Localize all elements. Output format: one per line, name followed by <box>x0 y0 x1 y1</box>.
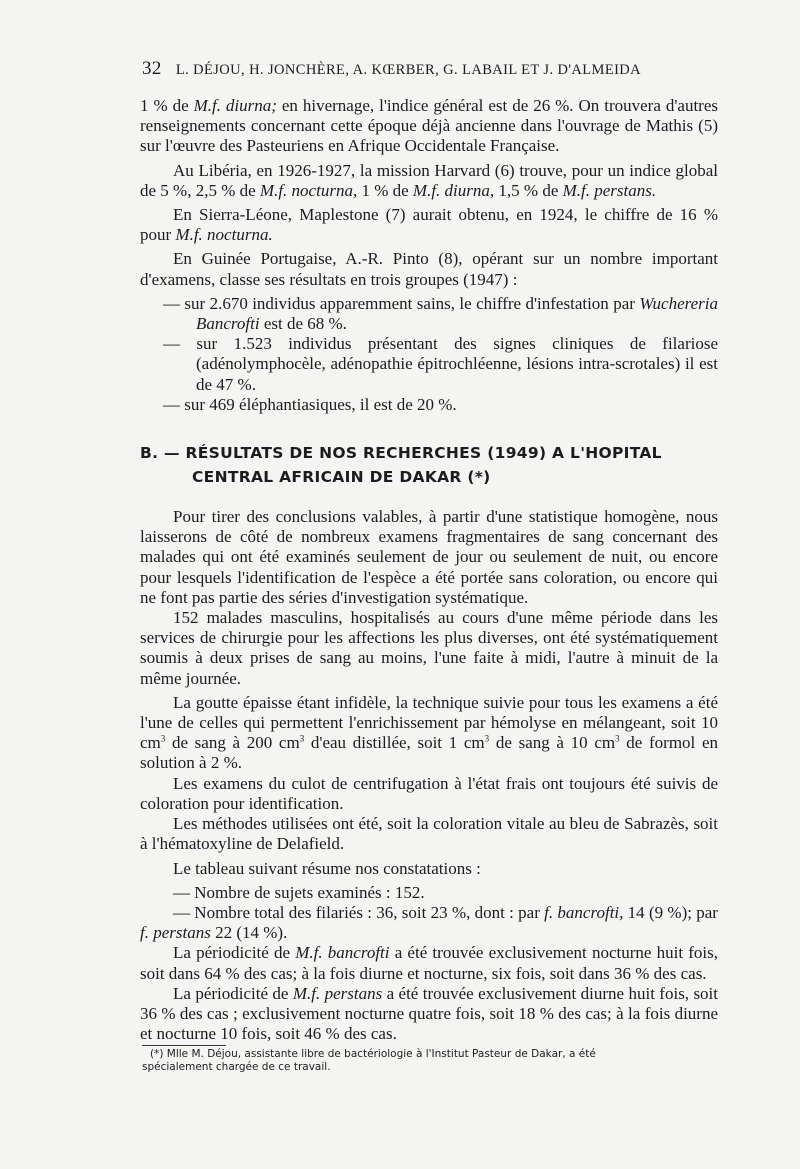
paragraph: — Nombre de sujets examinés : 152. <box>173 882 425 902</box>
list-item: — sur 2.670 individus apparemment sains, le chiffre d'infestation par Wuchereria Bancrofti est de 68 %. <box>163 293 718 334</box>
paragraph: Pour tirer des conclusions valables, à partir d'une statistique homogène, nous laisserons de côté de nombreux examens fragmentaires de sang concernant des malades qui ont été examinés seulement de jour ou seulement de nuit, ou encore pour lesquels l'identification de l'espèce a été portée sans coloration, ou encore qui ne font pas partie des séries d'investigation systématique. <box>140 507 718 607</box>
paragraph: Les méthodes utilisées ont été, soit la coloration vitale au bleu de Sabrazès, soit à l'hématoxyline de Delafield. <box>140 814 718 854</box>
paragraph: Au Libéria, en 1926-1927, la mission Harvard (6) trouve, pour un indice global de 5 %, 2,5 % de M.f. nocturna, 1 % de M.f. diurna, 1,5 % de M.f. perstans. <box>140 160 718 200</box>
footnote: (*) Mlle M. Déjou, assistante libre de bactériologie à l'Institut Pasteur de Dakar, a été spécialement chargée de ce travail. <box>142 1048 596 1073</box>
footnote-rule <box>142 1045 226 1046</box>
paragraph: En Sierra-Léone, Maplestone (7) aurait obtenu, en 1924, le chiffre de 16 % pour M.f. nocturna. <box>140 205 718 245</box>
author-line: L. DÉJOU, H. JONCHÈRE, A. KŒRBER, G. LABAIL ET J. D'ALMEIDA <box>175 62 642 78</box>
paragraph: 152 malades masculins, hospitalisés au cours d'une même période dans les services de chirurgie pour les affections les plus diverses, ont été systématiquement soumis à deux prises de sang au moins, l'une faite à midi, l'autre à minuit de la même journée. <box>140 608 718 688</box>
paragraph: En Guinée Portugaise, A.-R. Pinto (8), opérant sur un nombre important d'examens, classe ses résultats en trois groupes (1947) : <box>140 249 718 289</box>
paragraph: Les examens du culot de centrifugation à l'état frais ont toujours été suivis de coloration pour identification. <box>140 773 718 813</box>
paragraph: — Nombre total des filariés : 36, soit 23 %, dont : par f. bancrofti, 14 (9 %); par f. perstans 22 (14 %). <box>140 902 718 943</box>
paragraph: La périodicité de M.f. perstans a été trouvée exclusivement diurne huit fois, soit 36 % des cas ; exclusivement nocturne quatre fois, soit 18 % des cas; à la fois diurne et nocturne 10 fois, soit 46 % des cas. <box>140 983 719 1044</box>
paragraph: Le tableau suivant résume nos constatations : <box>173 858 481 878</box>
running-header <box>142 58 687 84</box>
paragraph: La périodicité de M.f. bancrofti a été trouvée exclusivement nocturne huit fois, soit dans 64 % des cas; à la fois diurne et nocturne, six fois, soit dans 36 % des cas. <box>140 943 719 983</box>
result-list <box>140 294 718 415</box>
paragraph: 1 % de M.f. diurna; en hivernage, l'indice général est de 26 %. On trouvera d'autres renseignements concernant cette époque déjà ancienne dans l'ouvrage de Mathis (5) sur l'œuvre des Pasteuriens en Afrique Occidentale Française. <box>140 96 718 156</box>
paragraph: La goutte épaisse étant infidèle, la technique suivie pour tous les examens a été l'une de celles qui permettent l'enrichissement par hémolyse en mélangeant, soit 10 $cm^3$ de sang à 200 $cm^3$ d'eau distillée, soit 1 $cm^3$ de sang à 10 $cm^3$ de formol en solution à 2 %. <box>140 692 718 773</box>
list-item: — sur 1.523 individus présentant des signes cliniques de filariose (adénolymphocèle, adénopathie épitrochléenne, lésions intra-scrotales) il est de 47 %. <box>163 334 718 394</box>
section-heading: B. — RÉSULTATS DE NOS RECHERCHES (1949) A L'HOPITAL CENTRAL AFRICAIN DE DAKAR (*) <box>140 444 662 487</box>
list-item: — sur 469 éléphantiasiques, il est de 20 %. <box>163 394 457 414</box>
body-text <box>140 96 718 1044</box>
page-number: 32 <box>142 58 162 79</box>
